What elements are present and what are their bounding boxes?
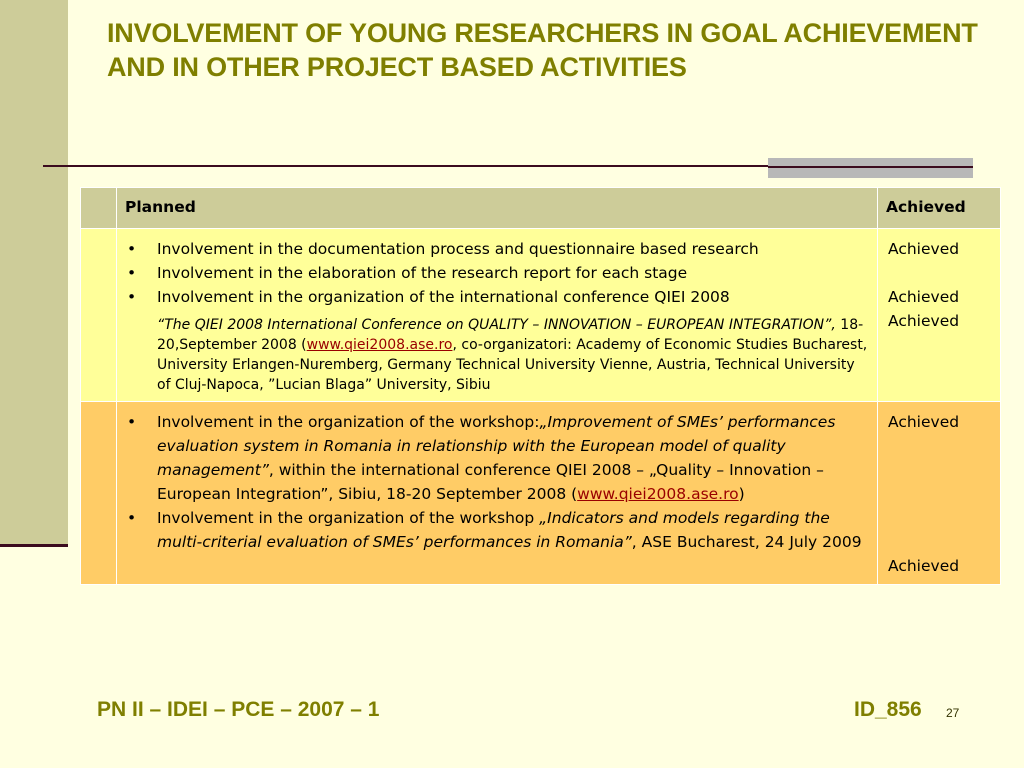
list-item: • Involvement in the elaboration of the research report for each stage (127, 261, 869, 285)
bullet-icon: • (127, 264, 137, 282)
planned-list (127, 410, 869, 554)
status-text: Achieved (888, 413, 960, 431)
list-item: • Involvement in the organization of the workshop „Indicators and models regarding the multi-criterial evaluation of SMEs’ performances in Romania”, ASE Bucharest, 24 July 2009 (127, 506, 869, 554)
status-text (888, 506, 992, 530)
workshop-title: „Indicators and models regarding the multi-criterial evaluation of SMEs’ performances in Romania” (157, 509, 830, 551)
table-row (81, 402, 1001, 585)
status-text (888, 434, 992, 458)
list-item: • Involvement in the organization of the workshop:„Improvement of SMEs’ performances evaluation system in Romania in relationship with the European model of quality management”, within the international conference QIEI 2008 – „Quality – Innovation – European Integration”, Sibiu, 18-20 September 2008 (www.qiei2008.ase.ro) (127, 410, 869, 506)
conference-name: “The QIEI 2008 International Conference on QUALITY – INNOVATION – EUROPEAN INTEGRATION”, (157, 317, 836, 333)
list-item: • Involvement in the documentation process and questionnaire based research (127, 237, 869, 261)
page-number: 27 (946, 706, 960, 720)
row-index-cell (81, 402, 117, 585)
table-header-row (81, 188, 1001, 229)
list-item: • Involvement in the organization of the international conference QIEI 2008 (127, 285, 869, 309)
status-text: Achieved (888, 240, 960, 258)
status-text (888, 482, 992, 506)
footer-project-code: PN II – IDEI – PCE – 2007 – 1 (97, 698, 380, 721)
status-text (888, 458, 992, 482)
plan-table (80, 187, 1001, 585)
row-index-cell (81, 229, 117, 402)
status-text: Achieved (888, 288, 960, 306)
status-text (888, 261, 992, 285)
header-achieved: Achieved (878, 188, 1001, 229)
workshop-title: „Improvement of SMEs’ performances evaluation system in Romania in relationship with the European model of quality management” (157, 413, 836, 479)
bullet-icon: • (127, 509, 137, 527)
conference-link[interactable]: www.qiei2008.ase.ro (577, 485, 739, 503)
achieved-cell (878, 402, 1001, 585)
status-text (888, 530, 992, 554)
status-text: Achieved (888, 557, 960, 575)
conference-note: “The QIEI 2008 International Conference on QUALITY – INNOVATION – EUROPEAN INTEGRATION”, 18-20,September 2008 (www.qiei2008.ase.ro, co-organizatori: Academy of Economic Studies Bucharest, University Erlangen-Nuremberg, Germany Technical University Vienne, Austria, Technical University of Cluj-Napoca, ”Lucian Blaga” University, Sibiu (157, 317, 868, 393)
planned-cell (117, 402, 878, 585)
status-text: Achieved (888, 312, 960, 330)
planned-list (127, 237, 869, 309)
table-row (81, 229, 1001, 402)
conference-link[interactable]: www.qiei2008.ase.ro (306, 337, 453, 353)
title-divider-accent (768, 158, 973, 178)
left-decor-bar (0, 0, 68, 544)
footer-id: ID_856 (854, 698, 922, 721)
header-planned: Planned (117, 188, 878, 229)
achieved-cell (878, 229, 1001, 402)
header-index (81, 188, 117, 229)
bullet-icon: • (127, 288, 137, 306)
bullet-icon: • (127, 413, 137, 431)
left-decor-rule (0, 544, 68, 547)
bullet-icon: • (127, 240, 137, 258)
slide-title: INVOLVEMENT OF YOUNG RESEARCHERS IN GOAL ACHIEVEMENT AND IN OTHER PROJECT BASED ACTIVITIES (107, 18, 978, 82)
planned-cell (117, 229, 878, 402)
